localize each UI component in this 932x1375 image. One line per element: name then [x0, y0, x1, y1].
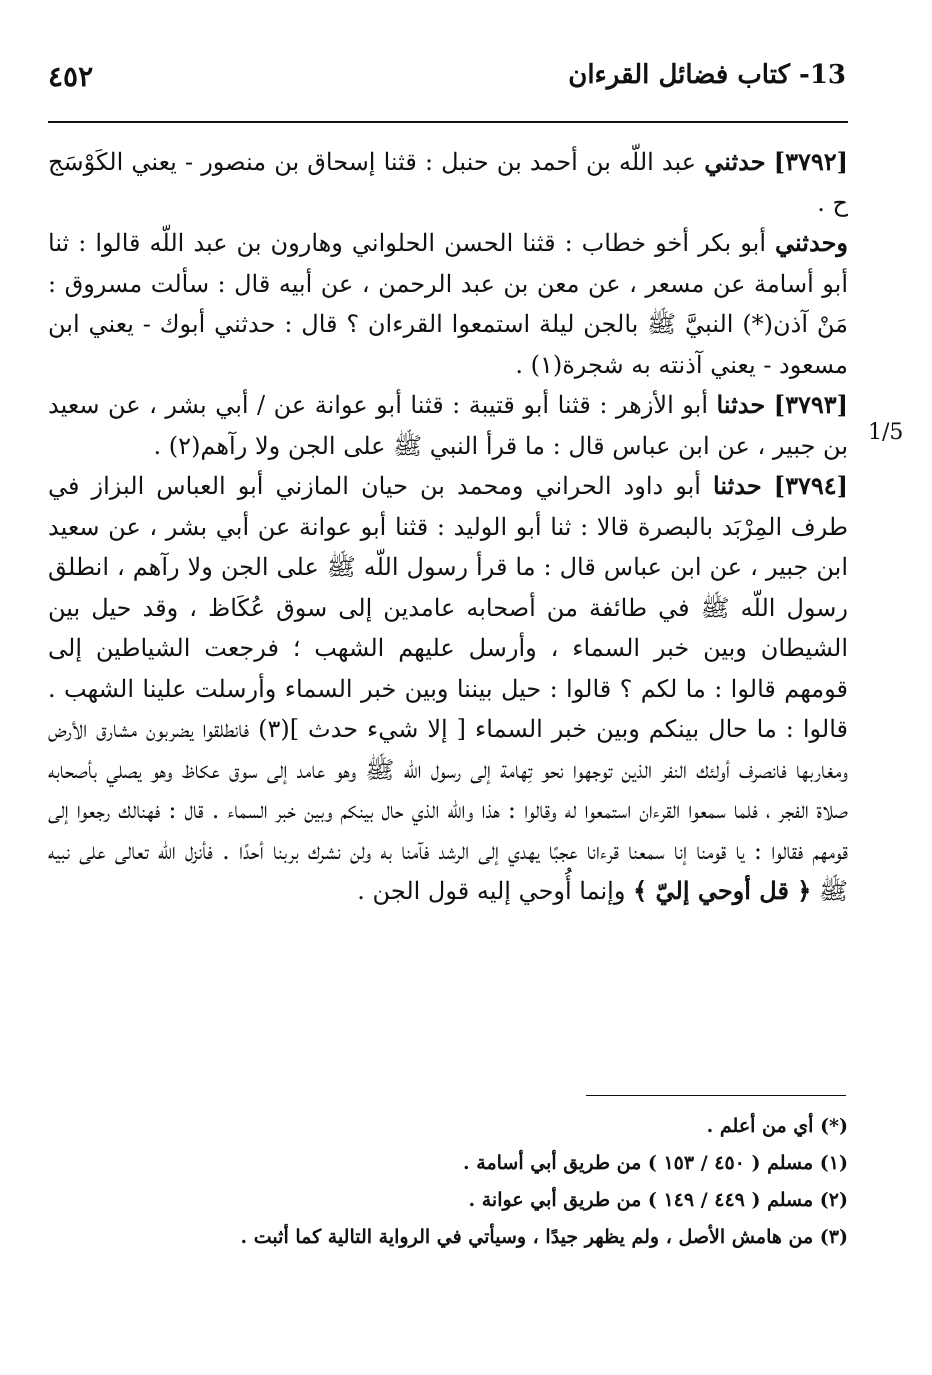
- margin-note: 1/5: [868, 420, 904, 445]
- hadith-text: أبو الأزهر : قثنا أبو قتيبة : قثنا أبو عوانة عن / أبي بشر ، عن سعيد بن جبير ، عن ابن عباس قال : ما قرأ النبي ﷺ على الجن ولا رآهم(٢) .: [48, 391, 848, 460]
- page-number: ٤٥٢: [48, 60, 94, 93]
- hadith-text: عبد اللّه بن أحمد بن حنبل : قثنا إسحاق بن منصور - يعني الكَوْسَج ح .: [48, 148, 848, 217]
- hadith-text: أبو داود الحراني ومحمد بن حيان المازني أبو العباس البزاز في طرف المِرْبَد بالبصرة قالا : ثنا أبو الوليد : قثنا أبو عوانة عن أبي بشر ، عن سعيد ابن جبير ، عن ابن عباس قال : ما قرأ رسول اللّه ﷺ على الجن ولا رآهم ، انطلق رسول اللّه ﷺ في طائفة من أصحابه عامدين إلى سوق عُكَاظ ، وقد حيل بين الشيطان وبين خبر السماء ، وأرسل عليهم الشهب ؛ فرجعت الشياطين إلى قومهم قالوا : ما لكم ؟ قالوا : حيل بيننا وبين خبر السماء وأرسلت علينا الشهب . قالوا : ما حال بينكم وبين خبر السماء [ إلا شيء حدث ](٣) فانطلقوا يضربون مشارق الأرض ومغاربها فانصرف أولئك النفر الذين توجهوا نحو تِهامة إلى رسول اللّه ﷺ وهو عامد إلى سوق عكاظ وهو يصلي بأصحابه صلاة الفجر ، فلما سمعوا القرءان استمعوا له وقالوا : هذا واللّه الذي حال بينكم وبين خبر السماء . قال : فهنالك رجعوا إلى قومهم فقالوا : يا قومنا إنا سمعنا قرءانا عجبًا يهدي إلى الرشد فآمنا به ولن نشرك بربنا أحدًا . فأنزل اللّه تعالى على نبيه ﷺ: [48, 472, 848, 905]
- narration-lead: حدثنا: [716, 390, 766, 419]
- footnote-item: (٢) مسلم ( ٤٤٩ / ١٤٩ ) من طريق أبي عوانة .: [468, 1189, 848, 1211]
- narration-lead: حدثني: [704, 147, 766, 176]
- hadith-number: [٣٧٩٣]: [773, 390, 849, 419]
- hadith-3794: [48, 466, 848, 912]
- chapter-title: 13- كتاب فضائل القرءان: [568, 60, 846, 90]
- footnote-item: (*) أي من أعلم .: [706, 1115, 848, 1137]
- quran-quote: ﴿ قل أوحي إليّ ﴾: [633, 876, 812, 905]
- hadith-3792-continuation: [48, 223, 848, 385]
- hadith-text: أبو بكر أخو خطاب : قثنا الحسن الحلواني وهارون بن عبد اللّه قالوا : ثنا أبو أسامة عن مسعر ، عن معن بن عبد الرحمن ، عن أبيه قال : سألت مسروق : مَنْ آذن(*) النبيَّ ﷺ بالجن ليلة استمعوا القرءان ؟ قال : حدثني أبوك - يعني ابن مسعود - يعني آذنته به شجرة(١) .: [48, 229, 849, 379]
- hadith-number: [٣٧٩٢]: [773, 147, 848, 176]
- hadith-number: [٣٧٩٤]: [773, 471, 849, 500]
- hadith-3792: [48, 142, 848, 223]
- footnotes: [48, 1108, 848, 1256]
- hadith-tail: وإنما أُوحي إليه قول الجن .: [357, 877, 626, 905]
- footnote-rule: [586, 1095, 846, 1096]
- footnote-item: (١) مسلم ( ٤٥٠ / ١٥٣ ) من طريق أبي أسامة .: [463, 1152, 848, 1174]
- page-header: [48, 60, 846, 116]
- footnote-item: (٣) من هامش الأصل ، ولم يظهر جيدًا ، وسيأتي في الرواية التالية كما أثبت .: [240, 1226, 848, 1248]
- narration-lead: وحدثني: [775, 228, 848, 257]
- header-rule: [48, 121, 848, 123]
- narration-lead: حدثنا: [713, 471, 762, 500]
- main-text: [48, 142, 848, 912]
- hadith-3793: [48, 385, 848, 466]
